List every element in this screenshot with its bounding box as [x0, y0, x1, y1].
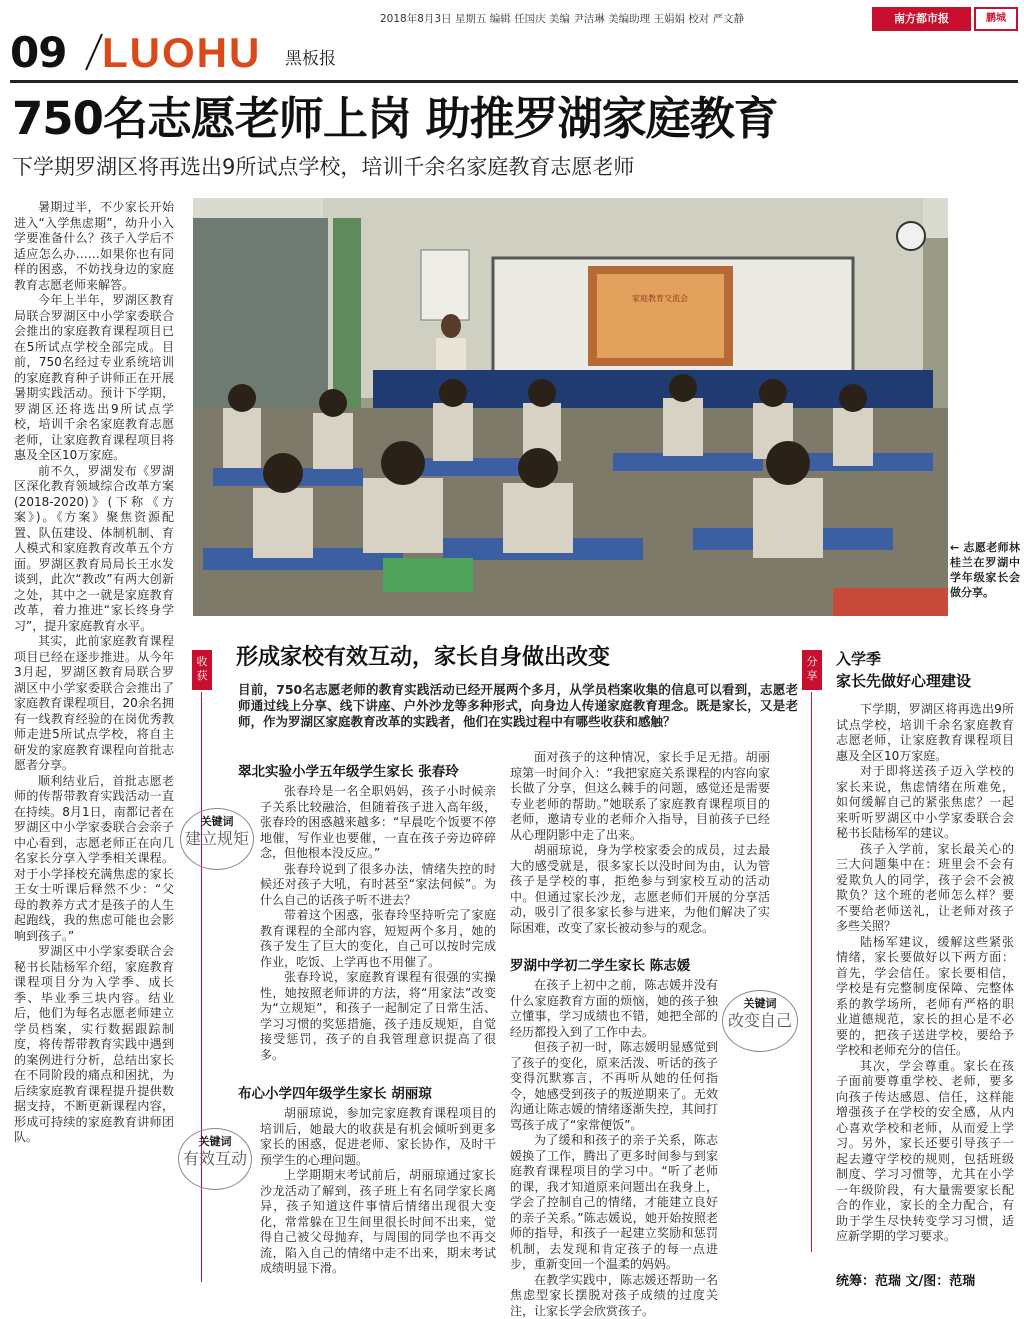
- left-paragraph: 前不久，罗湖发布《罗湖区深化教育领域综合改革方案(2018-2020)》(下称《方案》)。《方案》聚焦资源配置、队伍建设、体制机制、育人模式和家庭教育改革五个方面。罗湖区教育局局长王水发谈到，此次“教改”有两大创新之处，其中之一就是家庭教育改革，着力推进“家长终身学习”，提升家庭教育水平。: [14, 464, 174, 635]
- byline: 统筹：范瑞 文/图：范瑞: [836, 1270, 975, 1289]
- story-paragraph: 胡丽琼说，参加完家庭教育课程项目的培训后，她最大的收获是有机会倾听到更多家长的困惑，促进老师、家长协作，及时干预学生的心理问题。: [260, 1106, 496, 1168]
- section-name: LUOHU: [102, 30, 261, 76]
- left-paragraph: 罗湖区中小学家委联合会秘书长陆杨军介绍，家庭教育课程项目分为入学季、成长季、毕业季三块内容。结业后，他们为每名志愿老师建立学员档案，实行数据跟踪制度，将传帮带教育实践中遇到的案例进行分析，总结出家长在不同阶段的痛点和困扰，为后续家庭教育课程提升提供数据支持，不断更新课程内容，形成可持续的家庭教育讲师团队。: [14, 944, 174, 1146]
- story-paragraph: 张春玲说，家庭教育课程有很强的实操性，她按照老师讲的方法，将“用家法”改变为“立规矩”，和孩子一起制定了日常生活、学习习惯的奖惩措施，孩子违反规矩，自觉接受惩罚，孩子的自我管理意识提高了很多。: [260, 970, 496, 1063]
- left-paragraph: 今年上半年，罗湖区教育局联合罗湖区中小学家委联合会推出的家庭教育课程项目已在5所试点学校全部完成。目前，750名经过专业系统培训的家庭教育种子讲师正在开展暑期实践活动。预计下学期，罗湖区还将选出9所试点学校，培训千余名家庭教育志愿老师，让家庭教育课程项目将惠及全区10万家庭。: [14, 293, 174, 464]
- header-meta: 2018年8月3日 星期五 编辑 任国庆 美编 尹洁琳 美编助理 王娟娟 校对 严文静: [380, 8, 870, 30]
- keyword-badge-change: [722, 990, 798, 1052]
- harvest-lead: 目前，750名志愿老师的教育实践活动已经开展两个多月，从学员档案收集的信息可以看到，志愿老师通过线上分享、线下讲座、户外沙龙等多种形式，向身边人传递家庭教育理念。既是家长，又是老师，作为罗湖区家庭教育改革的实践者，他们在实践过程中有哪些收获和感触？: [238, 682, 798, 746]
- section-tab-share: 分享: [802, 650, 822, 690]
- story-paragraph: 胡丽琼说，身为学校家委会的成员，过去最大的感受就是，很多家长以没时间为由，认为管孩子是学校的事，拒绝参与到家校互动的活动中。但通过家长沙龙，志愿老师们开展的分享活动，吸引了很多家长参与进来，为他们解决了实际困难，改变了家长被动参与的观念。: [510, 843, 770, 936]
- classroom-illustration: [193, 198, 948, 616]
- column-name: 黑板报: [285, 44, 336, 69]
- photo-caption: ← 志愿老师林桂兰在罗湖中学年级家长会做分享。: [950, 540, 1020, 600]
- left-paragraph: 暑期过半，不少家长开始进入“入学焦虑期”，幼升小入学要准备什么？孩子入学后不适应怎么办……如果你也有同样的困惑，不妨找身边的家庭教育志愿老师来解答。: [14, 200, 174, 293]
- story-paragraph: 带着这个困惑，张春玲坚持听完了家庭教育课程的全部内容，短短两个多月，她的孩子发生了巨大的变化，自己可以按时完成作业，吃饭、上学再也不用催了。: [260, 908, 496, 970]
- story-paragraph: 张春玲说到了很多办法，情绪失控的时候还对孩子大吼，有时甚至“家法伺候”。为什么自己的话孩子听不进去？: [260, 862, 496, 909]
- harvest-divider: [201, 692, 202, 1282]
- story-paragraph: 在孩子上初中之前，陈志媛并没有什么家庭教育方面的烦恼，她的孩子独立懂事，学习成绩也不错，她把全部的经历都投入到了工作中去。: [510, 978, 718, 1040]
- story-paragraph: 面对孩子的这种情况，家长手足无措。胡丽琼第一时间介入：“我把家庭关系课程的内容向家长做了分享，但这么棘手的问题，感觉还是需要专业老师的帮助。”她联系了家庭教育课程项目的老师，邀请专业的老师介入指导，目前孩子已经从心理阴影中走了出来。: [510, 750, 770, 843]
- harvest-title: 形成家校有效互动，家长自身做出改变: [236, 642, 796, 674]
- story2-title: 布心小学四年级学生家长 胡丽琼: [238, 1082, 498, 1102]
- share-body: [836, 702, 1014, 1264]
- share-paragraph: 对于即将送孩子迈入学校的家长来说，焦虑情绪在所难免，如何缓解自己的紧张焦虑？一起来听听罗湖区中小学家委联合会秘书长陆杨军的建议。: [836, 764, 1014, 842]
- newspaper-logo: [872, 7, 1018, 31]
- keyword-label: 关键词: [181, 815, 253, 829]
- keyword-value: 建立规矩: [181, 829, 253, 849]
- header-rule: [10, 80, 1018, 83]
- left-paragraph: 其实，此前家庭教育课程项目已经在逐步推进。从今年3月起，罗湖区教育局联合罗湖区中小学家委联合会推出了家庭教育课程项目，20余名拥有一线教育经验的在岗优秀教师走进5所试点学校，将自主研发的家庭教育课程向首批志愿者分享。: [14, 634, 174, 774]
- story2-body-a: [260, 1106, 496, 1282]
- story2-body-b: [510, 750, 770, 940]
- story-paragraph: 在教学实践中，陈志媛还帮助一名焦虑型家长摆脱对孩子成绩的过度关注，让家长学会欣赏孩子。: [510, 1273, 718, 1319]
- share-title-2: 家长先做好心理建设: [836, 670, 1016, 692]
- brand-secondary: 鹏城: [974, 7, 1018, 31]
- keyword-value: 有效互动: [179, 1149, 251, 1169]
- keyword-badge-rules: [180, 808, 254, 870]
- left-column-text: [14, 200, 174, 1280]
- keyword-label: 关键词: [723, 997, 797, 1011]
- share-title-1: 入学季: [836, 648, 1016, 670]
- classroom-photo: [193, 198, 948, 616]
- brand-primary: 南方都市报: [872, 7, 971, 31]
- story-paragraph: 上学期期末考试前后，胡丽琼通过家长沙龙活动了解到，孩子班上有名同学家长离异，孩子知道这件事情后情绪出现很大变化，常常躲在卫生间里很长时间不出来，觉得自己被父母抛弃，与周围的同学也不再交流，陷入自己的情绪中走不出来，期末考试成绩明显下滑。: [260, 1168, 496, 1277]
- left-paragraph: 顺利结业后，首批志愿老师的传帮带教育实践活动一直在持续。8月1日，南都记者在罗湖区中小学家委联合会亲子中心看到，志愿老师正在向几名家长分享入学季相关课程。对于小学择校充满焦虑的家长王女士听课后释然不少：“父母的教养方式才是孩子的人生起跑线，我的焦虑可能也会影响到孩子。”: [14, 774, 174, 945]
- story1-title: 翠北实验小学五年级学生家长 张春玲: [238, 760, 498, 780]
- share-divider: [811, 692, 812, 1252]
- story3-body: [510, 978, 718, 1280]
- share-paragraph: 陆杨军建议，缓解这些紧张情绪，家长要做好以下两方面：首先，学会信任。家长要相信，学校是有完整制度保障、完整体系的教学场所，老师有严格的职业道德规范，家长的担心是不必要的，把孩子送进学校，要给予学校和老师充分的信任。: [836, 935, 1014, 1059]
- headline: 750名志愿老师上岗 助推罗湖家庭教育: [12, 88, 1012, 150]
- story-paragraph: 张春玲是一名全职妈妈，孩子小时候亲子关系比较融洽，但随着孩子进入高年级，张春玲的困惑越来越多：“早晨吃个饭要不停地催，写作业也要催，一直在孩子旁边碎碎念，但他根本没反应。”: [260, 784, 496, 862]
- keyword-badge-interaction: [178, 1128, 252, 1190]
- share-paragraph: 下学期，罗湖区将再选出9所试点学校，培训千余名家庭教育志愿老师，让家庭教育课程项目惠及全区10万家庭。: [836, 702, 1014, 764]
- story-paragraph: 但孩子初一时，陈志媛明显感觉到了孩子的变化，原来活泼、听话的孩子变得沉默寡言，不再听从她的任何指令，她感受到孩子的叛逆期来了。无效沟通让陈志媛的情绪逐渐失控，其间打骂孩子成了“家常便饭”。: [510, 1040, 718, 1133]
- keyword-label: 关键词: [179, 1135, 251, 1149]
- subheadline: 下学期罗湖区将再选出9所试点学校，培训千余名家庭教育志愿老师: [12, 152, 1012, 182]
- page-number: 09: [10, 30, 66, 76]
- keyword-value: 改变自己: [723, 1011, 797, 1031]
- share-paragraph: 其次，学会尊重。家长在孩子面前要尊重学校、老师，要多向孩子传达感恩、信任，这样能增强孩子在学校的安全感，从内心喜欢学校和老师，从而爱上学习。另外，家长还要引导孩子一起去遵守学校的规则，包括班级制度、学习习惯等，尤其在小学一年级阶段，有大量需要家长配合的作业，家长的全力配合，有助于学生尽快转变学习习惯，适应新学期的学习要求。: [836, 1059, 1014, 1245]
- story1-body: [260, 784, 496, 1072]
- story-paragraph: 为了缓和和孩子的亲子关系，陈志媛换了工作，腾出了更多时间参与到家庭教育课程项目的学习中。“听了老师的课，我才知道原来问题出在我身上，学会了控制自己的情绪，才能建立良好的亲子关系。”陈志媛说，她开始按照老师的指导，和孩子一起建立奖励和惩罚机制，去发现和肯定孩子的每一点进步，重新变回一个温柔的妈妈。: [510, 1133, 718, 1273]
- share-paragraph: 孩子入学前，家长最关心的三大问题集中在：班里会不会有爱欺负人的同学，孩子会不会被欺负？这个班的老师怎么样？要不要给老师送礼，让老师对孩子多些关照？: [836, 842, 1014, 935]
- story3-title: 罗湖中学初二学生家长 陈志媛: [510, 954, 770, 974]
- slide-title: 家庭教育交流会: [632, 293, 688, 303]
- section-tab-harvest: 收获: [192, 650, 212, 690]
